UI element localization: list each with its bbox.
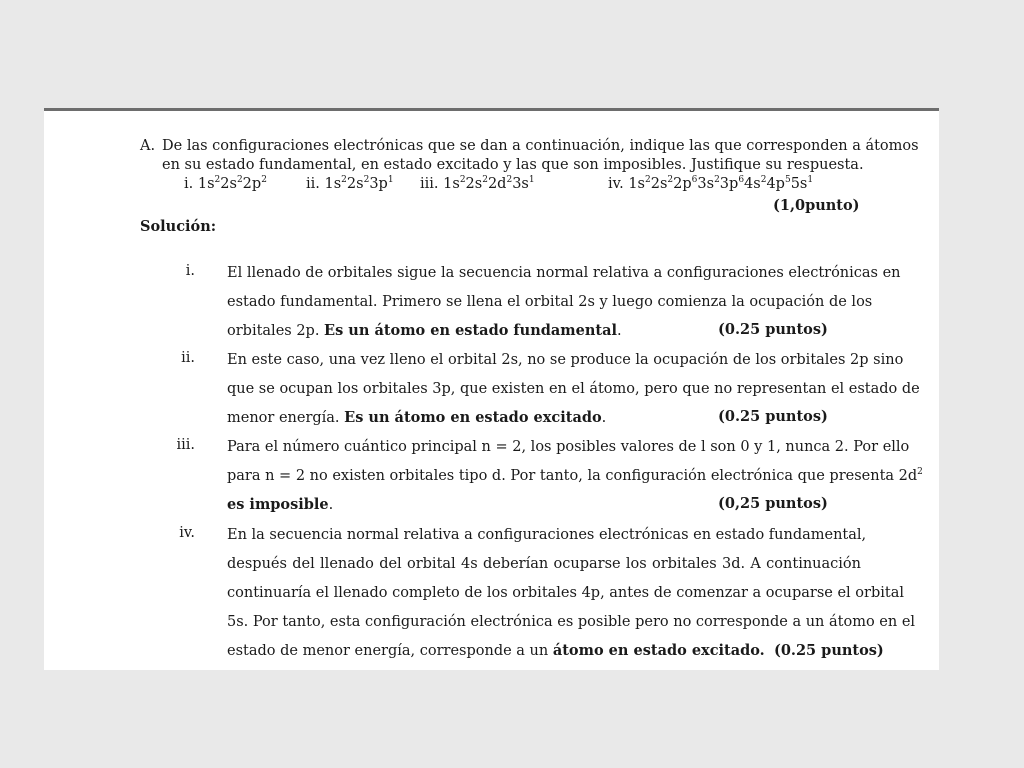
item-i-line-1: El llenado de orbitales sigue la secuencia normal relativa a configuraciones electrónicas en <box>227 265 901 281</box>
item-iii-points: (0,25 puntos) <box>718 495 828 512</box>
item-number-i: i. <box>185 263 195 279</box>
document-page <box>44 108 939 670</box>
item-iv-points: (0.25 puntos) <box>773 642 884 659</box>
item-iii-line-3: es imposible. <box>227 496 334 513</box>
item-ii-line-2: que se ocupan los orbitales 3p, que existen en el átomo, pero que no representan el estado de <box>227 381 920 397</box>
question-line-1: De las configuraciones electrónicas que se dan a continuación, indique las que corresponden a átomos <box>162 138 919 154</box>
item-iv-line-5: estado de menor energía, corresponde a un átomo en estado excitado. (0.25 puntos) <box>227 642 884 659</box>
item-number-ii: ii. <box>181 350 195 366</box>
option-ii: ii. $1s^22s^23p^1$ <box>306 175 394 192</box>
option-iii: iii. $1s^22s^22d^23s^1$ <box>420 175 535 192</box>
solution-title: Solución: <box>140 218 217 235</box>
question-score: (1,0punto) <box>773 197 860 214</box>
item-i-line-3: orbitales 2p. Es un átomo en estado fundamental. <box>227 322 622 339</box>
item-iv-line-3: continuaría el llenado completo de los orbitales 4p, antes de comenzar a ocuparse el orbital <box>227 585 904 601</box>
item-i-line-2: estado fundamental. Primero se llena el orbital 2s y luego comienza la ocupación de los <box>227 294 873 310</box>
item-iv-line-4: 5s. Por tanto, esta configuración electrónica es posible pero no corresponde a un átomo en el <box>227 614 916 630</box>
item-i-points: (0.25 puntos) <box>718 321 828 338</box>
item-iv-line-1: En la secuencia normal relativa a configuraciones electrónicas en estado fundamental, <box>227 527 867 543</box>
item-iii-line-1: Para el número cuántico principal n = 2, los posibles valores de l son 0 y 1, nunca 2. Por ello <box>227 439 910 455</box>
question-line-2: en su estado fundamental, en estado excitado y las que son imposibles. Justifique su respuesta. <box>162 157 864 173</box>
option-iv: iv. $1s^22s^22p^63s^23p^64s^24p^55s^1$ <box>608 175 814 192</box>
item-number-iv: iv. <box>179 525 195 541</box>
item-ii-line-3: menor energía. Es un átomo en estado excitado. <box>227 409 607 426</box>
item-number-iii: iii. <box>176 437 195 453</box>
option-i: i. $1s^22s^22p^2$ <box>184 175 267 192</box>
item-iii-line-2: para n = 2 no existen orbitales tipo d. Por tanto, la configuración electrónica que presenta $2d^2$ <box>227 467 923 484</box>
question-letter: A. <box>140 138 156 154</box>
item-ii-points: (0.25 puntos) <box>718 408 828 425</box>
item-ii-line-1: En este caso, una vez lleno el orbital 2s, no se produce la ocupación de los orbitales 2p sino <box>227 352 904 368</box>
item-iv-line-2: después del llenado del orbital 4s deberían ocuparse los orbitales 3d. A continuación <box>227 556 861 572</box>
